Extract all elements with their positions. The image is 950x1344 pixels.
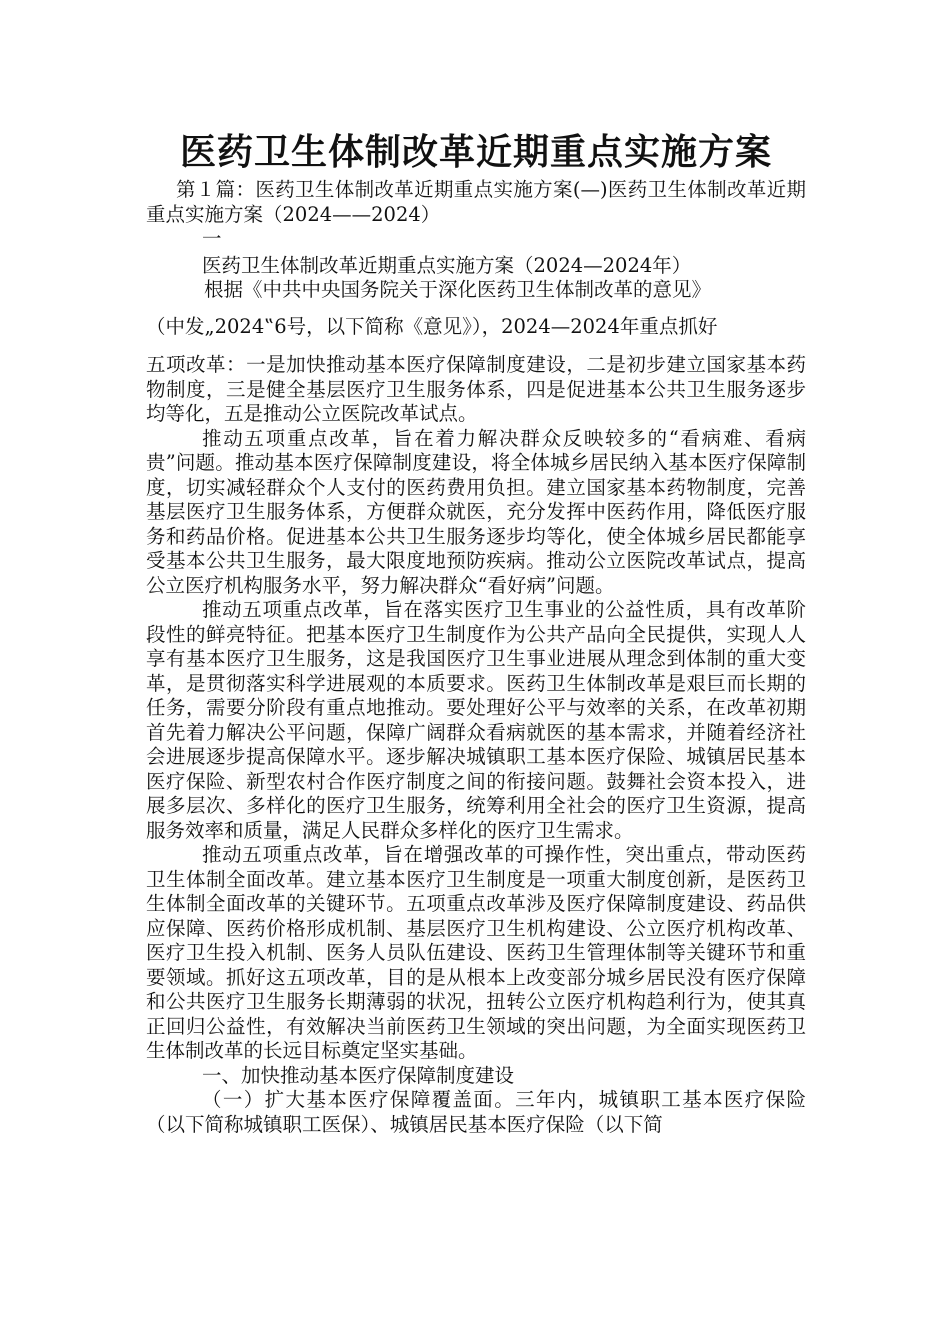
paragraph-1: 五项改革：一是加快推动基本医疗保障制度建设，二是初步建立国家基本药物制度，三是健全基层医疗卫生服务体系，四是促进基本公共卫生服务逐步均等化，五是推动公立医院改革试点。 (146, 353, 806, 425)
chapter-heading: 第１篇：医药卫生体制改革近期重点实施方案(—)医药卫生体制改革近期重点实施方案（2024——2024） (146, 178, 806, 226)
section-1-heading: 一、加快推动基本医疗保障制度建设 (202, 1063, 515, 1087)
dash-marker: 一 (202, 227, 222, 250)
basis-line-1: 根据《中共中央国务院关于深化医药卫生体制改革的意见》 (204, 278, 712, 301)
paragraph-2: 推动五项重点改革，旨在着力解决群众反映较多的“看病难、看病贵”问题。推动基本医疗保障制度建设，将全体城乡居民纳入基本医疗保障制度，切实减轻群众个人支付的医药费用负担。建立国家基本药物制度，完善基层医疗卫生服务体系，方便群众就医，充分发挥中医药作用，降低医疗服务和药品价格。促进基本公共卫生服务逐步均等化，使全体城乡居民都能享受基本公共卫生服务，最大限度地预防疾病。推动公立医院改革试点，提高公立医疗机构服务水平，努力解决群众“看好病”问题。 (146, 426, 806, 597)
paragraph-3: 推动五项重点改革，旨在落实医疗卫生事业的公益性质，具有改革阶段性的鲜亮特征。把基本医疗卫生制度作为公共产品向全民提供，实现人人享有基本医疗卫生服务，这是我国医疗卫生事业进展从理念到体制的重大变革，是贯彻落实科学进展观的本质要求。医药卫生体制改革是艰巨而长期的任务，需要分阶段有重点地推动。要处理好公平与效率的关系，在改革初期首先着力解决公平问题，保障广阔群众看病就医的基本需求，并随着经济社会进展逐步提高保障水平。逐步解决城镇职工基本医疗保险、城镇居民基本医疗保险、新型农村合作医疗制度之间的衔接问题。鼓舞社会资本投入，进展多层次、多样化的医疗卫生服务，统筹利用全社会的医疗卫生资源，提高服务效率和质量，满足人民群众多样化的医疗卫生需求。 (146, 598, 806, 842)
document-page (146, 128, 806, 1137)
paragraph-4: 推动五项重点改革，旨在增强改革的可操作性，突出重点，带动医药卫生体制全面改革。建立基本医疗卫生制度是一项重大制度创新，是医药卫生体制全面改革的关键环节。五项重点改革涉及医疗保障制度建设、药品供应保障、医药价格形成机制、基层医疗卫生机构建设、公立医疗机构改革、医疗卫生投入机制、医务人员队伍建设、医药卫生管理体制等关键环节和重要领域。抓好这五项改革，目的是从根本上改变部分城乡居民没有医疗保障和公共医疗卫生服务长期薄弱的状况，扭转公立医疗机构趋利行为，使其真正回归公益性，有效解决当前医药卫生领域的突出问题，为全面实现医药卫生体制改革的长远目标奠定坚实基础。 (146, 843, 806, 1062)
paragraph-5: （一）扩大基本医疗保障覆盖面。三年内，城镇职工基本医疗保险（以下简称城镇职工医保）、城镇居民基本医疗保险（以下简 (146, 1088, 806, 1136)
plan-subtitle: 医药卫生体制改革近期重点实施方案（2024—2024年） (202, 253, 692, 277)
document-title: 医药卫生体制改革近期重点实施方案 (179, 131, 772, 173)
basis-line-2: （中发„2024‟6号，以下简称《意见》），2024—2024年重点抓好 (146, 314, 718, 338)
